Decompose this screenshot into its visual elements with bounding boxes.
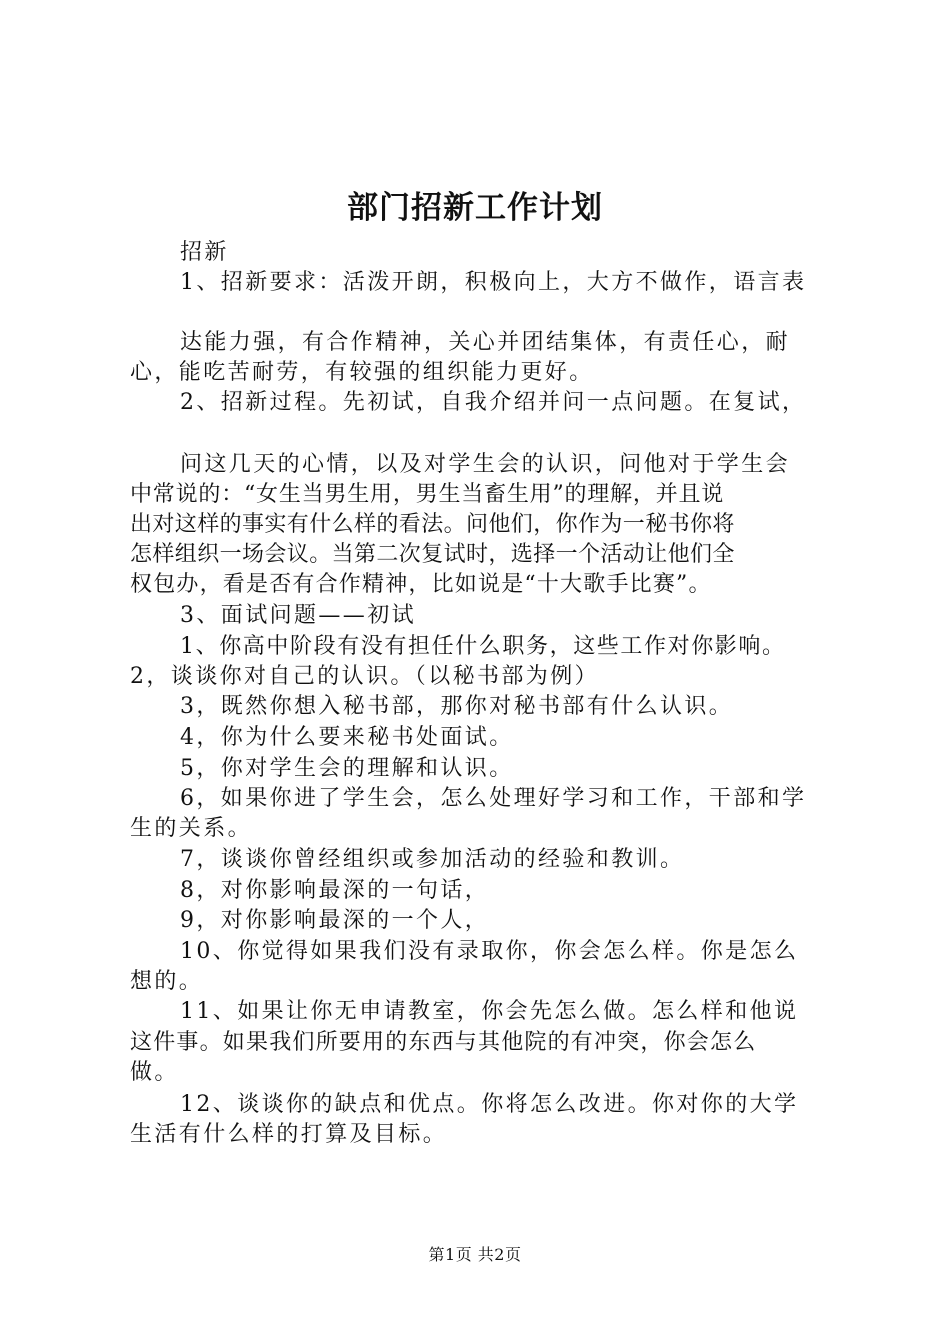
text-line: 4，你为什么要来秘书处面试。 <box>180 725 514 750</box>
text-line: 3、面试问题——初试 <box>180 603 416 628</box>
text-line: 问这几天的心情，以及对学生会的认识，问他对于学生会 <box>180 452 791 477</box>
text-line: 2、招新过程。先初试，自我介绍并问一点问题。在复试， <box>180 390 807 415</box>
text-line: 权包办，看是否有合作精神，比如说是“十大歌手比赛”。 <box>130 572 712 597</box>
text-line: 10、你觉得如果我们没有录取你，你会怎么样。你是怎么 <box>180 939 799 964</box>
text-line: 这件事。如果我们所要用的东西与其他院的有冲突，你会怎么 <box>130 1030 757 1055</box>
text-line: 5，你对学生会的理解和认识。 <box>180 756 514 781</box>
text-line: 做。 <box>130 1060 179 1085</box>
text-line: 想的。 <box>130 969 204 994</box>
text-line: 8，对你影响最深的一句话， <box>180 878 490 903</box>
text-line: 生的关系。 <box>130 816 253 841</box>
text-line: 中常说的：“女生当男生用，男生当畜生用”的理解，并且说 <box>130 482 725 507</box>
document-title: 部门招新工作计划 <box>347 190 603 226</box>
text-line: 生活有什么样的打算及目标。 <box>130 1122 448 1147</box>
text-line: 达能力强，有合作精神，关心并团结集体，有责任心，耐 <box>180 330 791 355</box>
text-line: 9，对你影响最深的一个人， <box>180 908 490 933</box>
text-line: 2，谈谈你对自己的认识。（以秘书部为例） <box>130 664 599 689</box>
text-line: 7，谈谈你曾经组织或参加活动的经验和教训。 <box>180 847 685 872</box>
text-line: 6，如果你进了学生会，怎么处理好学习和工作，干部和学 <box>180 786 807 811</box>
text-line: 11、如果让你无申请教室，你会先怎么做。怎么样和他说 <box>180 999 799 1024</box>
page-footer: 第1页 共2页 <box>428 1245 522 1264</box>
text-line: 12、谈谈你的缺点和优点。你将怎么改进。你对你的大学 <box>180 1092 799 1117</box>
text-line: 出对这样的事实有什么样的看法。问他们，你作为一秘书你将 <box>130 512 735 537</box>
text-line: 心，能吃苦耐劳，有较强的组织能力更好。 <box>130 360 594 385</box>
text-line: 怎样组织一场会议。当第二次复试时，选择一个活动让他们全 <box>130 542 735 567</box>
text-line: 1、招新要求：活泼开朗，积极向上，大方不做作，语言表 <box>180 270 807 295</box>
text-line: 招新 <box>180 240 229 265</box>
text-line: 3，既然你想入秘书部，那你对秘书部有什么认识。 <box>180 694 734 719</box>
text-line: 1、你高中阶段有没有担任什么职务，这些工作对你影响。 <box>180 634 786 659</box>
